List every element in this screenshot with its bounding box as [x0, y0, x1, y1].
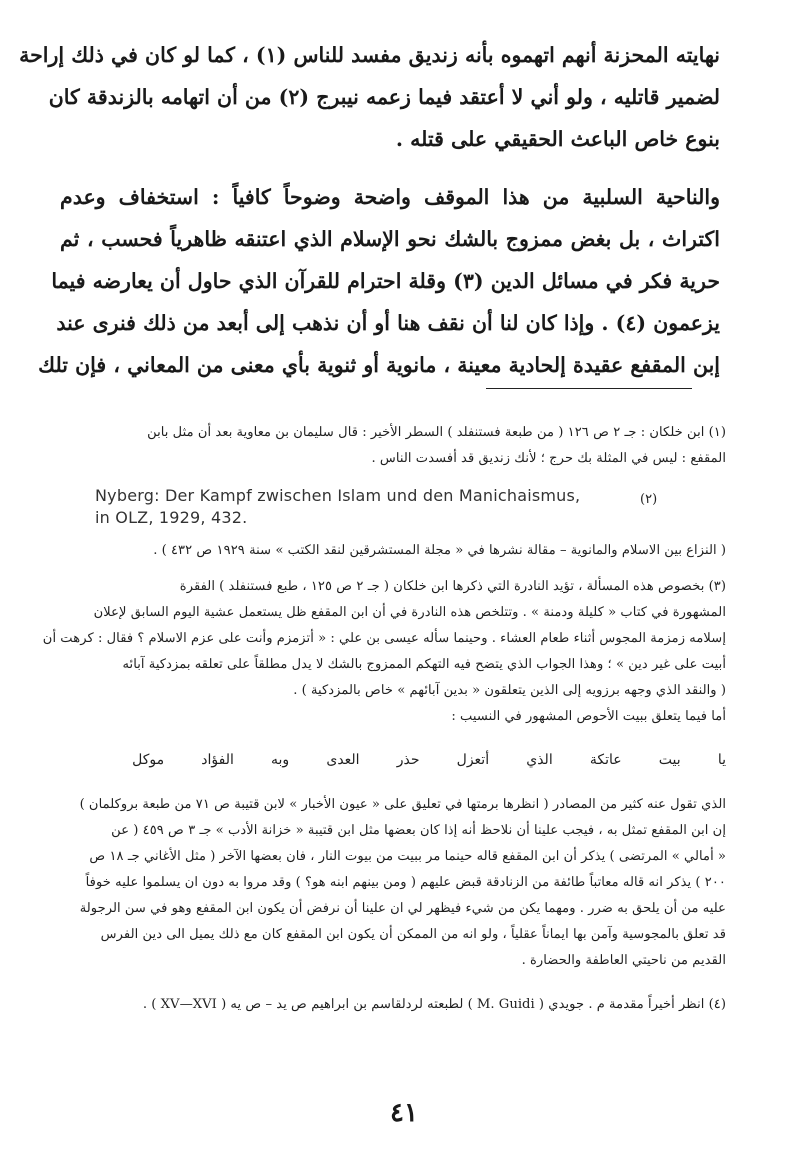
footnote-line: أما فيما يتعلق ببيت الأحوص المشهور في النسيب : [451, 709, 726, 724]
verse-word: عاتكة [589, 752, 622, 768]
footnote-1 [60, 420, 726, 472]
footnote-line: الذي تقول عنه كثير من المصادر ( انظرها برمتها في تعليق على « عيون الأخبار » لابن قتيبة ص ٧١ من طبعة بروكلمان ) [79, 797, 726, 812]
body-paragraph-1 [19, 34, 720, 160]
verse-word: يا [717, 752, 726, 768]
poem-verse [132, 752, 726, 768]
footnote-line: إن ابن المقفع تمثل به ، فيجب علينا أن نلاحظ أنه إذا كان بعضها مثل ابن قتيبة « خزانة الأدب » جـ ٣ ص ٤٥٩ ( عن [111, 823, 726, 838]
footnote-line: قد تعلق بالمجوسية وآمن بها ايماناً عقلياً ، ولو انه من الممكن أن يكون ابن المقفع كان مع ذلك يميل الى دين الفرس [100, 927, 726, 942]
footnote-line: « أمالي » المرتضى ) يذكر أن ابن المقفع قاله حينما مر ببيت من بيوت النار ، فان بعضها الآخر ( مثل الأغاني جـ ١٨ ص [89, 849, 726, 864]
page-number: ٤١ [390, 1098, 418, 1128]
footnote-line: المشهورة في كتاب « كليلة ودمنة » . وتتلخص هذه النادرة في أن ابن المقفع ظل يستعمل عشية اليوم السابق لإعلان [93, 605, 726, 620]
footnote-2-translation [60, 538, 726, 564]
footnote-line: (٤) انظر أخيراً مقدمة م . جويدي ( M. Guidi ) لطبعته لردلقاسم بن ابراهيم ص يد – ص يه ( XV—XVI ) . [142, 997, 726, 1012]
text-line: اكتراث ، بل بغض ممزوج بالشك نحو الإسلام الذي اعتنقه ظاهرياً فحسب ، ثم [60, 227, 720, 251]
footnote-line: القديم من ناحيتي العاطفة والحضارة . [521, 953, 726, 968]
footnote-line: (٣) بخصوص هذه المسألة ، تؤيد النادرة التي ذكرها ابن خلكان ( جـ ٢ ص ١٢٥ ، طبع فستنفلد ) الفقرة [179, 579, 726, 594]
text-line: لضمير قاتليه ، ولو أني لا أعتقد فيما زعمه نيبرج (٢) من أن اتهامه بالزندقة كان [48, 85, 720, 109]
footnote-3-continued [60, 792, 726, 974]
footnote-2-reference [95, 485, 615, 529]
footnote-line: ( والنقد الذي وجهه برزويه إلى الذين يتعلقون « بدين آبائهم » خاص بالمزدكية ) . [293, 683, 726, 698]
footnote-line: المقفع : ليس في المثلة بك حرج ؛ لأنك زنديق قد أفسدت الناس . [371, 451, 726, 466]
footnote-separator [486, 388, 692, 389]
verse-word: الذي [526, 752, 553, 768]
text-line: بنوع خاص الباعث الحقيقي على قتله . [395, 127, 720, 151]
text-line: نهايته المحزنة أنهم اتهموه بأنه زنديق مفسد للناس (١) ، كما لو كان في ذلك إراحة [19, 43, 720, 67]
verse-word: حذر [396, 752, 420, 768]
verse-word: وبه [271, 752, 290, 768]
footnote-line: عليه من أن يلحق به ضرر . ومهما يكن من شيء فيظهر لي ان علينا أن نرفض أن يكون ابن المقفع وهو في سن الرجولة [79, 901, 726, 916]
text-line: حرية فكر في مسائل الدين (٣) وقلة احترام للقرآن الذي حاول أن يعارضه فيما [51, 269, 720, 293]
footnote-latin-line: Nyberg: Der Kampf zwischen Islam und den Manichaismus, [95, 486, 581, 505]
footnote-line: أبيت على غير دين » ؛ وهذا الجواب الذي يتضح فيه التهكم الممزوج بالشك لا يدل مطلقاً على تعلقه بمزدكية آبائه [122, 657, 726, 672]
verse-word: بيت [658, 752, 681, 768]
verse-word: موكل [132, 752, 165, 768]
text-line: والناحية السلبية من هذا الموقف واضحة وضوحاً كافياً : استخفاف وعدم [60, 185, 720, 209]
footnote-2-number: (٢) [640, 492, 658, 507]
verse-word: أتعزل [456, 752, 490, 768]
footnote-line: (١) ابن خلكان : جـ ٢ ص ١٢٦ ( من طبعة فستنفلد ) السطر الأخير : قال سليمان بن معاوية بعد أن مثل بابن [147, 425, 726, 440]
footnote-line: إسلامه زمزمة المجوس أثناء طعام العشاء . وحينما سأله عيسى بن علي : « أتزمزم وأنت على عزم الاسلام ؟ فقال : كرهت أن [42, 631, 726, 646]
footnote-4 [60, 992, 726, 1018]
footnote-latin-line: in OLZ, 1929, 432. [95, 508, 248, 527]
verse-word: الفؤاد [201, 752, 234, 768]
footnote-line: ( النزاع بين الاسلام والمانوية – مقالة نشرها في « مجلة المستشرقين لنقد الكتب » سنة ١٩٢٩ ص ٤٣٢ ) . [153, 543, 726, 558]
text-line: إبن المقفع عقيدة إلحادية معينة ، مانوية أو ثنوية بأي معنى من المعاني ، فإن تلك [38, 353, 720, 377]
footnote-3 [42, 574, 726, 730]
body-paragraph-2 [38, 176, 720, 386]
text-line: يزعمون (٤) . وإذا كان لنا أن نقف هنا أو أن نذهب إلى أبعد من ذلك فنرى عند [56, 311, 720, 335]
verse-word: العدى [326, 752, 360, 768]
footnote-line: ٢٠٠ ) يذكر انه قاله معاتباً طائفة من الزنادقة قبض عليهم ( ومن بينهم ابنه هو؟ ) وقد مروا به دون ان يسلموا عليه خوفاً [85, 875, 726, 890]
